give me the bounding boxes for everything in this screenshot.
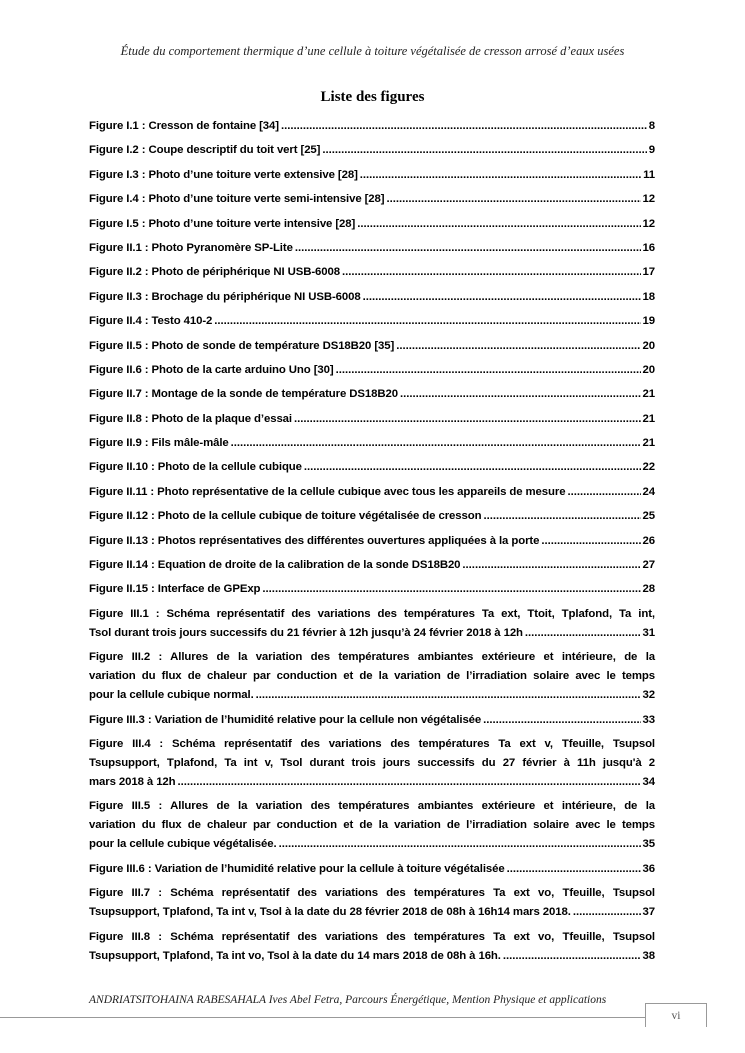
figure-entry[interactable]: [89, 797, 655, 854]
figure-label-line: mars 2018 à 12h: [89, 775, 176, 788]
figure-entry[interactable]: [89, 556, 655, 575]
footer-divider: [0, 1017, 645, 1018]
figure-label-line: Tsol durant trois jours successifs du 21 février à 12h jusqu’à 24 février 2018 à 12h: [89, 626, 523, 639]
figure-page-number: 24: [642, 485, 655, 498]
figure-entry[interactable]: [89, 312, 655, 331]
figure-page-number: 8: [648, 120, 655, 132]
figure-label: Figure I.3 : Photo d’une toiture verte extensive [28]: [89, 168, 358, 181]
leader-dots: [462, 556, 640, 575]
figure-label: Figure II.2 : Photo de périphérique NI USB-6008: [89, 266, 341, 279]
leader-dots: [573, 903, 641, 922]
figure-label: Figure II.5 : Photo de sonde de température DS18B20 [35]: [89, 339, 395, 352]
figure-label: Figure II.4 : Testo 410-2: [89, 315, 213, 328]
figure-page-number: 35: [642, 838, 655, 851]
figure-entry[interactable]: [89, 239, 655, 258]
figure-label: Figure I.4 : Photo d’une toiture verte semi-intensive [28]: [89, 193, 385, 206]
figure-label: Figure I.2 : Coupe descriptif du toit vert [25]: [89, 144, 321, 157]
figure-label: Figure II.14 : Equation de droite de la calibration de la sonde DS18B20: [89, 559, 461, 572]
figure-entry[interactable]: [89, 410, 655, 429]
leader-dots: [256, 686, 641, 705]
figure-entry[interactable]: [89, 337, 655, 356]
figure-entry[interactable]: [89, 434, 655, 453]
figure-entry[interactable]: [89, 166, 655, 185]
figure-page-number: 17: [642, 266, 655, 279]
figure-page-number: 22: [642, 461, 655, 474]
figure-label-line: Figure III.5 : Allures de la variation des températures ambiantes extérieure et intérieure, de la: [89, 800, 655, 813]
leader-dots: [567, 483, 640, 502]
figure-label-line: Figure III.4 : Schéma représentatif des variations des températures Ta ext v, Tfeuille, Tsupsol: [89, 737, 655, 750]
figure-entry[interactable]: [89, 580, 655, 599]
leader-dots: [262, 580, 640, 599]
figure-label: Figure II.10 : Photo de la cellule cubique: [89, 461, 302, 474]
figure-page-number: 12: [642, 193, 655, 206]
figure-page-number: 37: [642, 906, 655, 919]
figure-page-number: 36: [642, 862, 655, 875]
footer-author-line: ANDRIATSITOHAINA RABESAHALA Ives Abel Fetra, Parcours Énergétique, Mention Physique et applications: [89, 994, 607, 1006]
leader-dots: [304, 458, 641, 477]
figure-label: Figure II.3 : Brochage du périphérique NI USB-6008: [89, 290, 361, 303]
leader-dots: [541, 532, 640, 551]
figure-page-number: 31: [642, 626, 655, 639]
figure-page-number: 33: [642, 713, 655, 726]
figure-label-line: Figure III.2 : Allures de la variation des températures ambiantes extérieure et intérieure, de la: [89, 651, 655, 664]
leader-dots: [525, 624, 641, 643]
figure-page-number: 12: [642, 217, 655, 230]
figure-entry[interactable]: [89, 190, 655, 209]
figure-entry[interactable]: [89, 215, 655, 234]
leader-dots: [336, 361, 641, 380]
figure-label: Figure II.7 : Montage de la sonde de température DS18B20: [89, 388, 398, 401]
figure-label: Figure II.1 : Photo Pyranomère SP-Lite: [89, 241, 293, 254]
figure-label-line: variation du flux de chaleur par conduction et de la variation de l’irradiation solaire avec le temps: [89, 670, 655, 683]
figure-label-line: Figure III.8 : Schéma représentatif des variations des températures Ta ext vo, Tfeuille, Tsupsol: [89, 930, 655, 943]
page-title: Liste des figures: [320, 89, 425, 105]
figure-label-line: Tsupsupport, Tplafond, Ta int v, Tsol durant trois jours successifs du 27 février à 11h jusqu'à 2: [89, 756, 655, 769]
figure-label-line: Figure III.1 : Schéma représentatif des variations des températures Ta ext, Ttoit, Tplafond, Ta int,: [89, 607, 655, 620]
figure-entry[interactable]: [89, 288, 655, 307]
figure-entry[interactable]: [89, 361, 655, 380]
figure-page-number: 11: [643, 168, 655, 181]
figure-label: Figure II.11 : Photo représentative de la cellule cubique avec tous les appareils de mesure: [89, 485, 566, 498]
leader-dots: [231, 434, 641, 453]
figure-label: Figure II.15 : Interface de GPExp: [89, 583, 261, 596]
figure-page-number: 19: [642, 315, 655, 328]
figure-list: [89, 117, 655, 971]
figure-page-number: 27: [642, 559, 655, 572]
page-number: vi: [645, 1003, 707, 1027]
figure-label-line: Figure III.6 : Variation de l’humidité relative pour la cellule à toiture végétalisée: [89, 862, 505, 875]
figure-entry[interactable]: [89, 735, 655, 792]
leader-dots: [363, 288, 641, 307]
figure-page-number: 28: [642, 583, 655, 596]
figure-entry[interactable]: [89, 928, 655, 966]
figure-entry[interactable]: [89, 884, 655, 922]
figure-label-line: pour la cellule cubique normal.: [89, 689, 254, 702]
leader-dots: [294, 410, 641, 429]
figure-entry[interactable]: [89, 648, 655, 705]
figure-page-number: 38: [642, 949, 655, 962]
figure-page-number: 26: [642, 534, 655, 547]
figure-label: Figure II.6 : Photo de la carte arduino Uno [30]: [89, 363, 334, 376]
figure-page-number: 9: [648, 144, 655, 157]
figure-entry[interactable]: [89, 507, 655, 526]
figure-page-number: 20: [642, 363, 655, 376]
leader-dots: [483, 507, 640, 526]
figure-entry[interactable]: [89, 860, 655, 879]
figure-label: Figure II.12 : Photo de la cellule cubique de toiture végétalisée de cresson: [89, 510, 482, 523]
figure-entry[interactable]: [89, 532, 655, 551]
leader-dots: [400, 385, 641, 404]
figure-page-number: 16: [642, 241, 655, 254]
figure-entry[interactable]: [89, 711, 655, 730]
figure-label-line: pour la cellule cubique végétalisée.: [89, 838, 277, 851]
leader-dots: [342, 263, 641, 282]
figure-entry[interactable]: [89, 263, 655, 282]
figure-label: Figure II.9 : Fils mâle-mâle: [89, 437, 229, 450]
figure-entry[interactable]: [89, 605, 655, 643]
figure-entry[interactable]: [89, 117, 655, 136]
figure-page-number: 34: [642, 775, 655, 788]
figure-page-number: 18: [642, 290, 655, 303]
leader-dots: [503, 947, 641, 966]
figure-label-line: Figure III.7 : Schéma représentatif des variations des températures Ta ext vo, Tfeuille, Tsupsol: [89, 887, 655, 900]
figure-entry[interactable]: [89, 385, 655, 404]
figure-page-number: 21: [642, 412, 655, 425]
leader-dots: [178, 773, 641, 792]
figure-label: Figure I.5 : Photo d’une toiture verte intensive [28]: [89, 217, 356, 230]
leader-dots: [322, 141, 646, 160]
figure-label-line: Tsupsupport, Tplafond, Ta int vo, Tsol à la date du 14 mars 2018 de 08h à 16h.: [89, 949, 501, 962]
figure-label: Figure I.1 : Cresson de fontaine [34]: [89, 120, 279, 132]
figure-label-line: variation du flux de chaleur par conduction et de la variation de l’irradiation solaire avec le temps: [89, 819, 655, 832]
figure-entry[interactable]: [89, 483, 655, 502]
figure-label-line: Tsupsupport, Tplafond, Ta int v, Tsol à la date du 28 février 2018 de 08h à 16h14 mars 2018.: [89, 906, 571, 919]
figure-label: Figure II.13 : Photos représentatives des différentes ouvertures appliquées à la porte: [89, 534, 540, 547]
figure-page-number: 20: [642, 339, 655, 352]
figure-label-line: Figure III.3 : Variation de l’humidité relative pour la cellule non végétalisée: [89, 713, 482, 726]
figure-page-number: 25: [642, 510, 655, 523]
leader-dots: [360, 166, 641, 185]
figure-page-number: 21: [642, 437, 655, 450]
leader-dots: [483, 711, 640, 730]
leader-dots: [396, 337, 640, 356]
leader-dots: [279, 835, 641, 854]
leader-dots: [357, 215, 640, 234]
figure-page-number: 32: [642, 689, 655, 702]
figure-page-number: 21: [642, 388, 655, 401]
leader-dots: [386, 190, 640, 209]
figure-entry[interactable]: [89, 141, 655, 160]
leader-dots: [507, 860, 641, 879]
running-header: Étude du comportement thermique d’une cellule à toiture végétalisée de cresson arrosé d’eaux usées: [120, 44, 625, 58]
figure-label: Figure II.8 : Photo de la plaque d’essai: [89, 412, 292, 425]
figure-entry[interactable]: [89, 458, 655, 477]
leader-dots: [214, 312, 640, 331]
leader-dots: [281, 117, 647, 136]
leader-dots: [295, 239, 641, 258]
